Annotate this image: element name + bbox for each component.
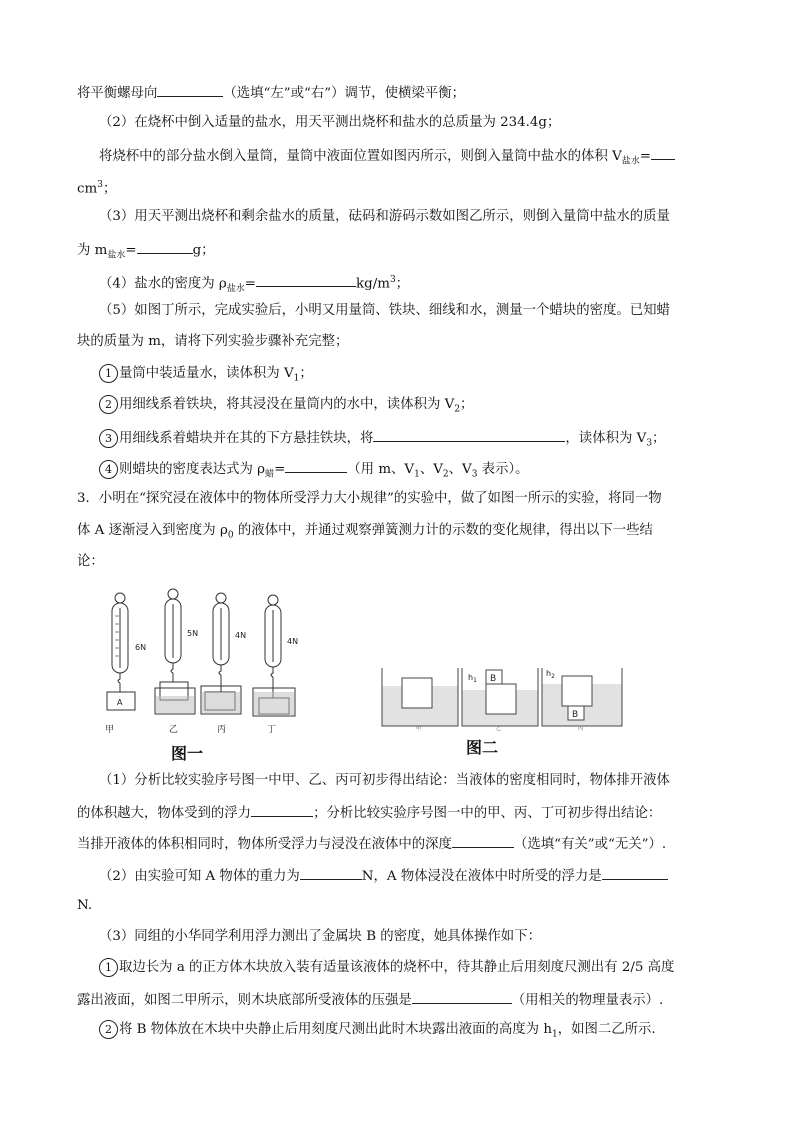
text-line: （5）如图丁所示，完成实验后，小明又用量筒、铁块、细线和水，测量一个蜡块的密度。已知蜡 — [99, 303, 670, 318]
reading-label: 4N — [235, 631, 247, 640]
text-line: 1 量筒中装适量水，读体积为 $V_1$； — [99, 364, 313, 389]
text-line: 1 取边长为 a 的正方体木块放入装有适量该液体的烧杯中，待其静止后用刻度尺测出有 2/5 高度 — [99, 958, 674, 978]
text-line: （3）用天平测出烧杯和剩余盐水的质量，砝码和游码示数如图乙所示，则倒入量筒中盐水的质量 — [99, 209, 670, 224]
step-number: 2 — [99, 395, 118, 414]
text-line: 将平衡螺母向 （选填“左”或“右”）调节，使横梁平衡； — [77, 82, 465, 104]
answer-blank[interactable] — [137, 239, 193, 254]
text-line: 的体积越大，物体受到的浮力 ；分析比较实验序号图一中的甲、丙、丁可初步得出结论： — [77, 802, 661, 824]
height-label: $h_1$ — [468, 673, 477, 684]
answer-blank[interactable] — [602, 865, 668, 880]
answer-blank[interactable] — [412, 989, 512, 1004]
figure-two-caption: 图二 — [466, 738, 499, 757]
object-label: A — [117, 698, 123, 707]
text-line: 体 A 逐渐浸入到密度为 $\rho_0$ 的液体中，并通过观察弹簧测力计的示数的变化规律，得出以下一些结 — [77, 523, 653, 541]
text-line: （2）由实验可知 A 物体的重力为 N，A 物体浸没在液体中时所受的浮力是 — [99, 865, 668, 887]
height-label: $h_2$ — [546, 669, 555, 680]
figure-one-caption: 图一 — [171, 744, 204, 763]
block-label: B — [490, 674, 497, 684]
svg-text:乙: 乙 — [496, 726, 502, 732]
step-number: 4 — [99, 460, 118, 479]
text-line: （2）在烧杯中倒入适量的盐水，用天平测出烧杯和盐水的总质量为 234.4g； — [99, 115, 561, 130]
reading-label: 6N — [135, 643, 147, 652]
text-line: 当排开液体的体积相同时，物体所受浮力与浸没在液体中的深度 （选填“有关”或“无关”）. — [77, 833, 666, 855]
text-line: N. — [77, 898, 93, 913]
answer-blank[interactable] — [251, 802, 313, 817]
reading-label: 4N — [287, 637, 299, 646]
figure-one-spring-scales — [95, 588, 315, 738]
svg-text:丁: 丁 — [267, 725, 277, 735]
svg-text:丙: 丙 — [217, 725, 227, 735]
text-line: 4 则蜡块的密度表达式为 $\rho_蜡=$ （用 m、$V_1$、$V_2$、$V_3$ 表示）。 — [99, 458, 529, 485]
step-number: 1 — [99, 364, 118, 383]
answer-blank[interactable] — [300, 865, 362, 880]
answer-blank[interactable] — [256, 272, 356, 287]
text-line: 为 $m_{盐水}= g$； — [77, 239, 215, 266]
text-line: 块的质量为 m，请将下列实验步骤补充完整； — [77, 334, 349, 349]
text-line: 3 用细线系着蜡块并在其的下方悬挂铁块，将 ，读体积为 $V_3$； — [99, 427, 665, 454]
answer-blank[interactable] — [452, 833, 514, 848]
step-number: 3 — [99, 429, 118, 448]
step-number: 2 — [99, 1020, 118, 1039]
svg-text:甲: 甲 — [416, 726, 422, 732]
text-line: （1）分析比较实验序号图一中甲、乙、丙可初步得出结论：当液体的密度相同时，物体排开液体 — [99, 773, 670, 788]
svg-text:甲: 甲 — [105, 725, 115, 735]
text-line: 露出液面，如图二甲所示，则木块底部所受液体的压强是 （用相关的物理量表示）. — [77, 989, 663, 1011]
answer-blank[interactable] — [157, 82, 223, 97]
text-line: 3．小明在“探究浸在液体中的物体所受浮力大小规律”的实验中，做了如图一所示的实验，将同一物 — [77, 491, 662, 506]
text-line: （4）盐水的密度为 $\rho_{盐水}= kg/m^3$； — [99, 270, 409, 299]
text-line: 将烧杯中的部分盐水倒入量筒，量筒中液面位置如图丙所示，则倒入量筒中盐水的体积 $V_{盐水}=$ — [99, 145, 675, 172]
answer-blank[interactable] — [651, 145, 675, 160]
figure-two-beakers — [378, 664, 688, 732]
answer-blank[interactable] — [285, 458, 347, 473]
svg-text:乙: 乙 — [169, 725, 179, 735]
answer-blank[interactable] — [373, 427, 565, 442]
text-line: （3）同组的小华同学利用浮力测出了金属块 B 的密度，她具体操作如下： — [99, 929, 541, 944]
block-label: B — [572, 710, 579, 720]
text-line: 论： — [77, 554, 104, 569]
step-number: 1 — [99, 958, 118, 977]
text-line: $cm^3$； — [77, 180, 117, 197]
text-line: 2 用细线系着铁块，将其浸没在量筒内的水中，读体积为 $V_2$； — [99, 395, 473, 420]
text-line: 2 将 B 物体放在木块中央静止后用刻度尺测出此时木块露出液面的高度为 $h_1$，如图二乙所示. — [99, 1020, 656, 1045]
svg-text:丙: 丙 — [578, 726, 584, 732]
reading-label: 5N — [187, 629, 199, 638]
